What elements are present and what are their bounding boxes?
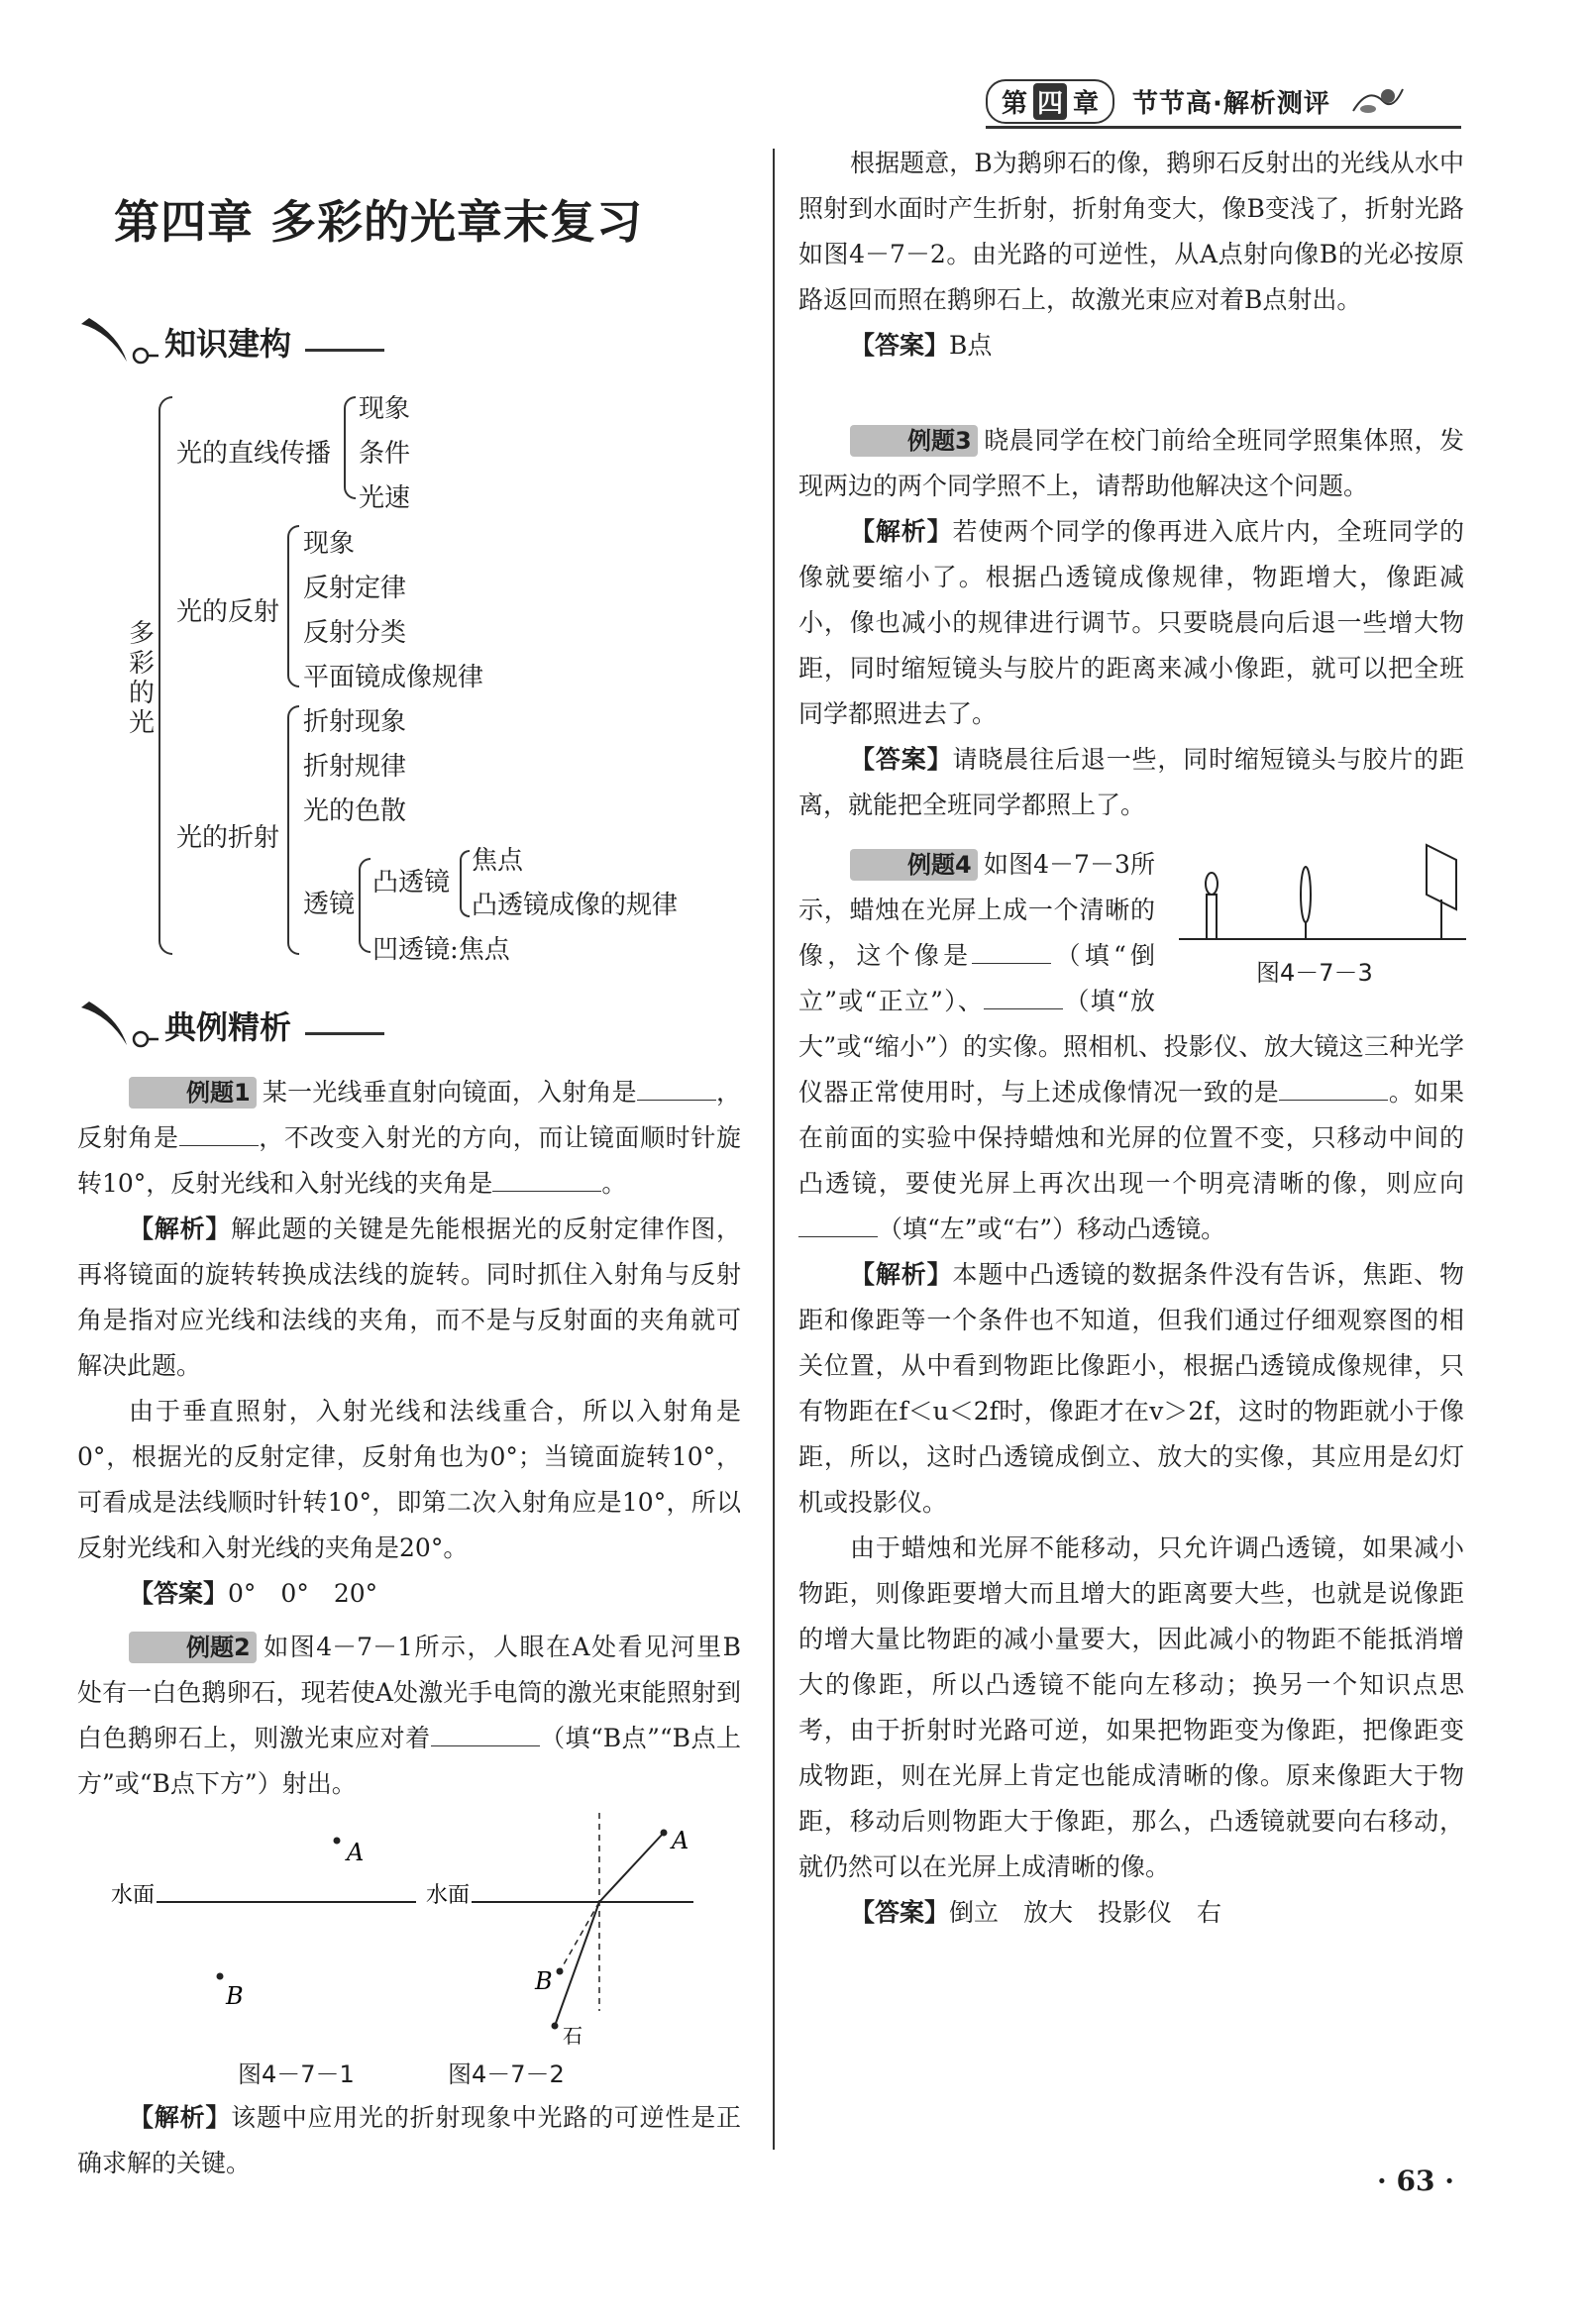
convex-lens-icon [1301, 867, 1311, 939]
answer-label: 【答案】 [850, 331, 950, 360]
tree-leaf: 光的色散 [303, 796, 407, 826]
tree-brace [460, 850, 470, 917]
example-badge: 例题2 [129, 1632, 257, 1663]
page-title: 第四章 多彩的光章末复习 [114, 195, 644, 249]
figure-caption: 图4－7－1 [238, 2060, 355, 2088]
swoosh-icon [79, 312, 159, 371]
analysis-text: 由于蜡烛和光屏不能移动，只允许调凸透镜，如果减小物距，则像距要增大而且增大的距离要大些，也就是说像距的增大量比物距的减小量要大，因此减小的物距不能抵消增大的像距，所以凸透镜不能向左移动；换另一个知识点思考，由于折射时光路可逆，如果把物距变为像距，把像距变成物距，则在光屏上肯定也能成清晰的像。原来像距大于物距，移动后则物距大于像距，那么，凸透镜就要向右移动，就仍然可以在光屏上成清晰的像。 [798, 1533, 1464, 1881]
analysis-text: 解此题的关键是先能根据光的反射定律作图，再将镜面的旋转转换成法线的旋转。同时抓住入射角与反射角是指对应光线和法线的夹角，而不是与反射面的夹角就可解决此题。 [77, 1215, 741, 1380]
tree-leaf: 现象 [359, 394, 411, 424]
tree-leaf: 条件 [359, 439, 411, 469]
answer-text: B点 [949, 331, 993, 360]
tree-brace-root [159, 396, 172, 955]
question-text: 某一光线垂直射向镜面，入射角是 [262, 1078, 637, 1107]
point-b-label: B [535, 1967, 553, 1995]
answer-text: 倒立 放大 投影仪 右 [949, 1898, 1222, 1927]
figure-4-7-3 [1179, 840, 1466, 949]
chapter-char: 章 [1072, 88, 1099, 119]
tree-leaf: 凸透镜 [372, 868, 451, 898]
tree-leaf: 凹透镜:焦点 [372, 935, 510, 965]
answer-blank [984, 987, 1063, 1009]
analysis-text: 根据题意，B为鹅卵石的像，鹅卵石反射出的光线从水中照射到水面时产生折射，折射角变大，像B变浅了，折射光路如图4－7－2。由光路的可逆性，从A点射向像B的光必按原路返回而照在鹅卵石上，故激光束应对着B点射出。 [798, 149, 1464, 314]
point-a-label: A [672, 1827, 689, 1854]
analysis-label: 【解析】 [850, 517, 953, 546]
figure-4-7-1 [111, 1838, 416, 2011]
tree-branch-label: 光的直线传播 [176, 439, 332, 469]
answer-label: 【答案】 [129, 1579, 229, 1608]
example-badge: 例题4 [850, 849, 978, 881]
column-divider [773, 149, 775, 2150]
tree-leaf: 平面镜成像规律 [303, 663, 484, 692]
answer-blank [431, 1724, 540, 1746]
question-text: （填“倒立”或“正立”）、 [798, 941, 1155, 1015]
stone-point [552, 2023, 559, 2030]
incident-ray [555, 1902, 599, 2026]
analysis-label: 【解析】 [850, 1260, 953, 1289]
question-text: ，不改变入射光的方向，而让镜面顺时针旋转10°，反射光线和入射光线的夹角是 [77, 1123, 741, 1198]
answer-blank [1279, 1078, 1388, 1101]
analysis-text: 若使两个同学的像再进入底片内，全班同学的像就要缩小了。根据凸透镜成像规律，物距增大，像距减小，像也减小的规律进行调节。只要晓晨向后退一些增大物距，同时缩短镜头与胶片的距离来减小像距，就可以把全班同学都照进去了。 [798, 517, 1464, 728]
figure-caption: 图4－7－3 [1256, 959, 1373, 987]
question-text: 如图4－7－3所示，蜡烛在光屏上成一个清晰的像，这个像是 [798, 850, 1155, 970]
point-b [217, 1973, 224, 1980]
chapter-header [986, 77, 1451, 125]
question-text: （填“B点”“B点上方”或“B点下方”）射出。 [77, 1724, 741, 1798]
analysis-label: 【解析】 [129, 2103, 232, 2132]
answer-blank [179, 1123, 259, 1146]
chapter-char: 第 [1001, 88, 1027, 119]
question-text: ，反射角是 [77, 1078, 741, 1152]
water-surface-label: 水面 [426, 1883, 471, 1908]
analysis-text: 由于垂直照射，入射光线和法线重合，所以入射角是0°，根据光的反射定律，反射角也为0°；当镜面旋转10°，可看成是法线顺时针转10°，即第二次入射角应是10°，所以反射光线和入射光线的夹角是20°。 [77, 1397, 741, 1562]
example-3 [798, 418, 1464, 828]
light-screen-icon [1427, 845, 1456, 939]
tree-leaf: 反射定律 [303, 574, 407, 603]
tree-brace [344, 396, 356, 499]
tree-brace [287, 525, 299, 687]
tree-leaf: 焦点 [472, 846, 524, 876]
example-4 [798, 842, 1464, 1936]
section-rule [305, 1032, 384, 1035]
tree-root: 多彩的光 [128, 619, 155, 738]
tree-branch-label: 光的折射 [176, 823, 280, 853]
section-title: 典例精析 [164, 1008, 292, 1046]
answer-text: 0° 0° 20° [228, 1579, 378, 1608]
flower-ornament-icon [1348, 81, 1408, 121]
example-2 [77, 1625, 741, 1807]
answer-blank [637, 1078, 716, 1101]
answer-text: 请晓晨往后退一些，同时缩短镜头与胶片的距离，就能把全班同学都照上了。 [798, 745, 1464, 819]
analysis-text: 该题中应用光的折射现象中光路的可逆性是正确求解的关键。 [77, 2103, 741, 2177]
brand-title: 节节高·解析测评 [1132, 88, 1330, 119]
tree-branch-label: 光的反射 [176, 597, 280, 627]
water-surface-label: 水面 [111, 1883, 156, 1908]
answer-blank [972, 941, 1051, 964]
tree-leaf: 折射现象 [303, 707, 407, 737]
tree-leaf: 透镜 [303, 890, 356, 919]
question-text: 。如果在前面的实验中保持蜡烛和光屏的位置不变，只移动中间的凸透镜，要使光屏上再次出现一个明亮清晰的像，则应向 [798, 1078, 1464, 1198]
tree-leaf: 现象 [303, 529, 356, 559]
answer-blank [492, 1169, 601, 1192]
point-a [334, 1838, 341, 1845]
point-b-label: B [226, 1982, 244, 2010]
figure-caption: 图4－7－2 [448, 2060, 565, 2088]
answer-label: 【答案】 [850, 1898, 950, 1927]
chapter-badge [986, 79, 1114, 124]
example-2-analysis-cont [798, 141, 1464, 369]
page-number: · 63 · [1377, 2165, 1454, 2197]
point-a [661, 1830, 668, 1837]
section-title: 知识建构 [164, 325, 292, 363]
question-text: 如图4－7－1所示，人眼在A处看见河里B处有一白色鹅卵石，现若使A处激光手电筒的激光束能照射到白色鹅卵石上，则激光束应对着 [77, 1633, 741, 1752]
example-2-analysis [77, 2095, 741, 2186]
image-point-b [557, 1968, 564, 1975]
chapter-char: 四 [1033, 83, 1067, 120]
analysis-text: 本题中凸透镜的数据条件没有告诉，焦距、物距和像距等一个条件也不知道，但我们通过仔细观察图的相关位置，从中看到物距比像距小，根据凸透镜成像规律，只有物距在f＜u＜2f时，像距才在v＞2f，这时的物距就小于像距，所以，这时凸透镜成倒立、放大的实像，其应用是幻灯机或投影仪。 [798, 1260, 1464, 1517]
section-knowledge-header [79, 312, 384, 371]
analysis-label: 【解析】 [129, 1215, 232, 1243]
question-text: （填“放大”或“缩小”）的实像。照相机、投影仪、放大镜这三种光学仪器正常使用时，与上述成像情况一致的是 [798, 987, 1464, 1107]
tree-leaf: 光速 [359, 483, 411, 513]
virtual-ray [560, 1902, 599, 1971]
tree-brace [359, 858, 371, 953]
refracted-ray [599, 1833, 664, 1902]
figure-4-7-2 [426, 1813, 693, 2048]
example-badge: 例题3 [850, 425, 978, 457]
refraction-figures [99, 1813, 723, 2080]
tree-brace [287, 705, 299, 955]
point-a-label: A [347, 1839, 365, 1866]
tree-leaf: 反射分类 [303, 618, 407, 648]
answer-blank [798, 1215, 878, 1237]
stone-label: 石 [563, 2024, 583, 2048]
answer-label: 【答案】 [850, 745, 953, 774]
tree-leaf: 折射规律 [303, 752, 407, 782]
section-rule [305, 349, 384, 352]
question-text: 。 [601, 1169, 627, 1198]
tree-leaf: 凸透镜成像的规律 [472, 891, 679, 920]
section-examples-header [79, 996, 384, 1055]
question-text: 晓晨同学在校门前给全班同学照集体照，发现两边的两个同学照不上，请帮助他解决这个问题。 [798, 426, 1464, 500]
example-badge: 例题1 [129, 1077, 257, 1109]
swoosh-icon [79, 996, 159, 1055]
question-text: （填“左”或“右”）移动凸透镜。 [878, 1215, 1226, 1243]
candle-icon [1206, 873, 1218, 939]
example-1 [77, 1070, 741, 1617]
header-rule [986, 126, 1461, 129]
